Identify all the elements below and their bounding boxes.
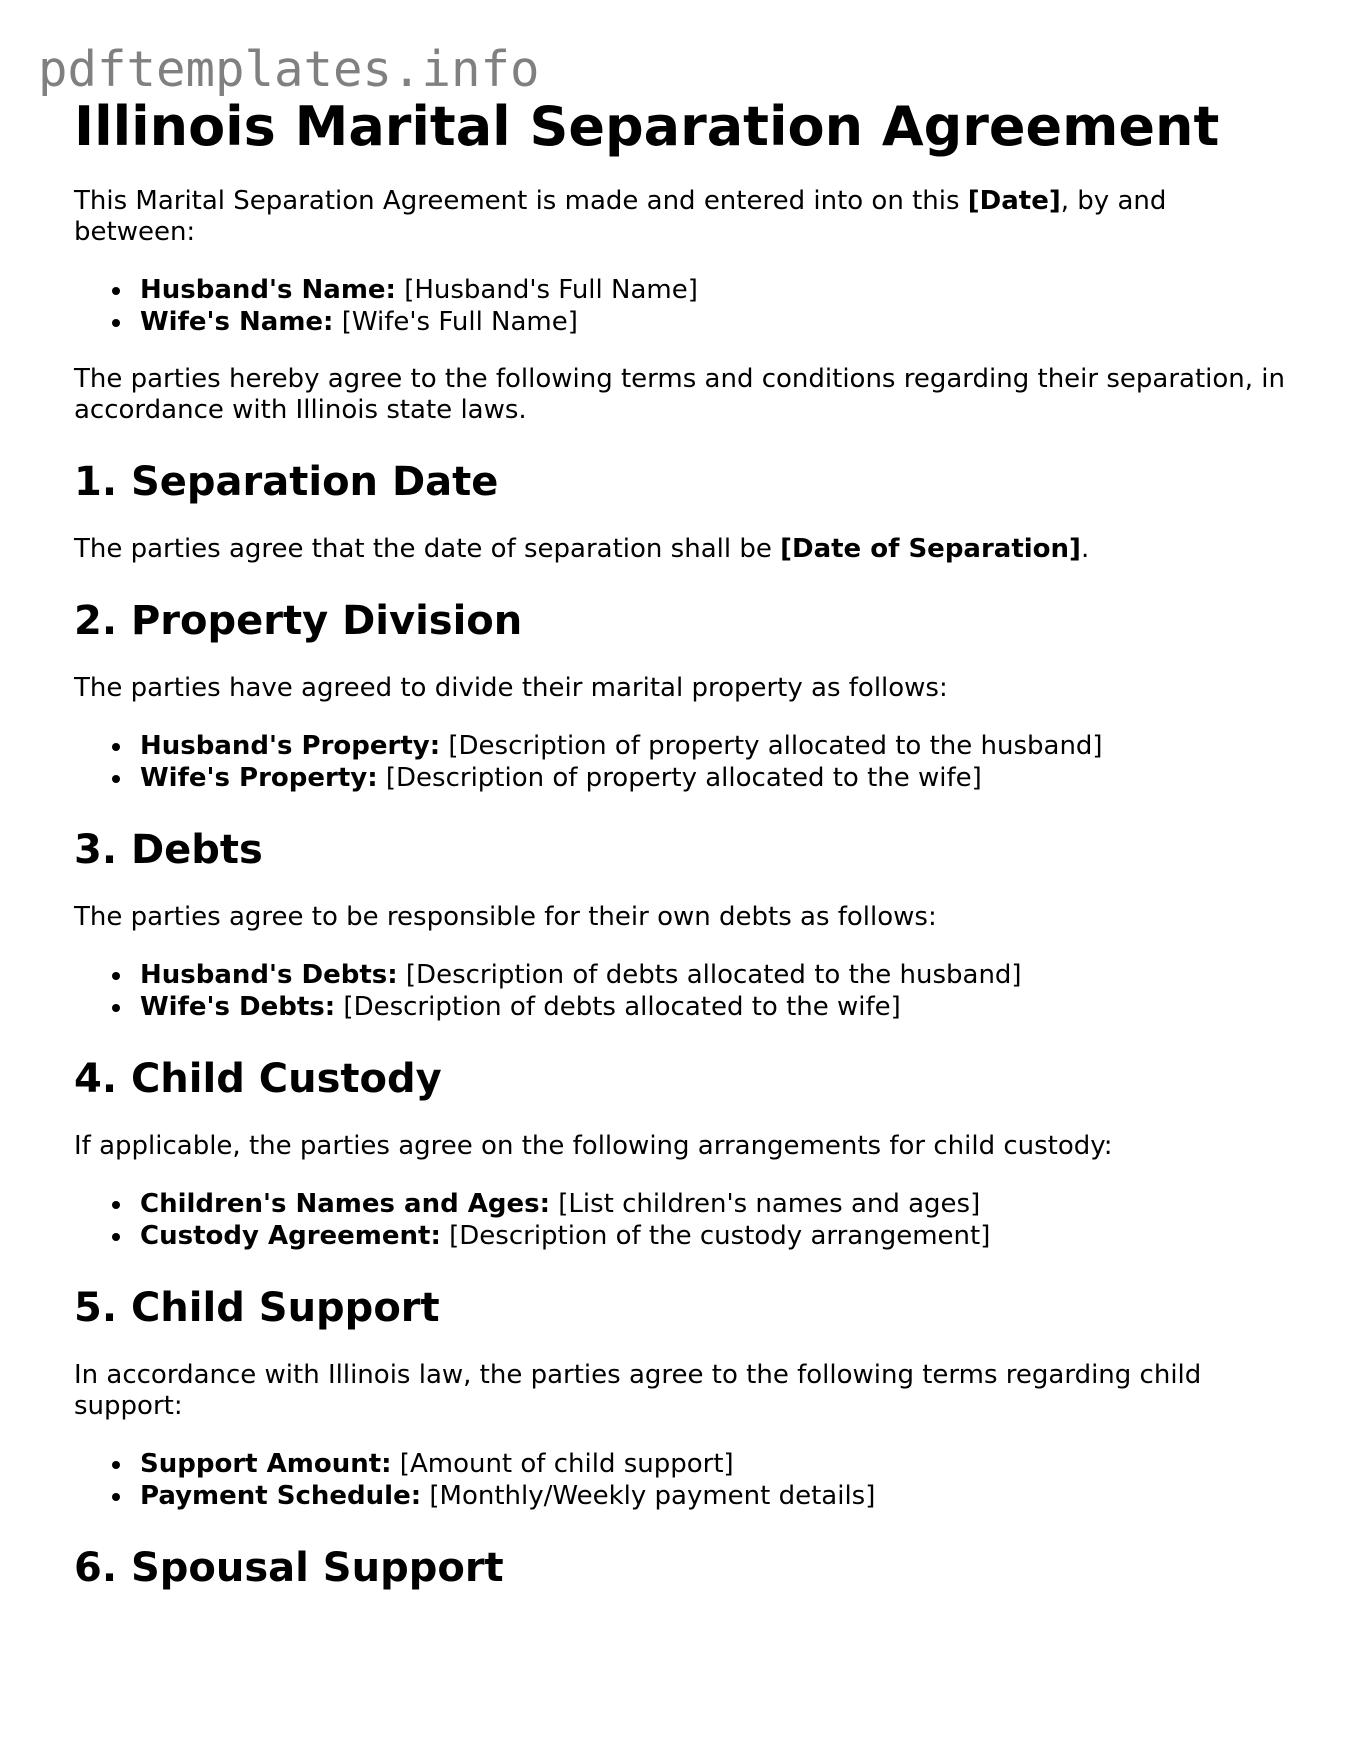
section-heading-separation-date: 1. Separation Date	[74, 459, 499, 505]
list-item: Husband's Debts: [Description of debts allocated to the husband]	[140, 959, 1294, 991]
list-item: Wife's Debts: [Description of debts allocated to the wife]	[140, 991, 1294, 1023]
parties-list	[74, 274, 1294, 338]
child-support-paragraph: In accordance with Illinois law, the parties agree to the following terms regarding child support:	[74, 1360, 1202, 1421]
support-list	[74, 1448, 1294, 1512]
document-title: Illinois Marital Separation Agreement	[74, 95, 1220, 158]
document-page	[74, 90, 1294, 1620]
child-custody-paragraph: If applicable, the parties agree on the following arrangements for child custody:	[74, 1131, 1113, 1161]
custody-list	[74, 1188, 1294, 1252]
debts-list	[74, 959, 1294, 1023]
list-item: Custody Agreement: [Description of the custody arrangement]	[140, 1220, 1294, 1252]
property-list	[74, 730, 1294, 794]
watermark: pdftemplates.info	[38, 41, 540, 98]
intro-paragraph: This Marital Separation Agreement is made and entered into on this [Date], by and between:	[74, 186, 1167, 247]
agreement-paragraph: The parties hereby agree to the following terms and conditions regarding their separation, in accordance with Illinois state laws.	[74, 364, 1285, 425]
separation-date-paragraph: The parties agree that the date of separation shall be [Date of Separation].	[74, 534, 1090, 564]
section-heading-child-support: 5. Child Support	[74, 1285, 440, 1331]
list-item: Support Amount: [Amount of child support]	[140, 1448, 1294, 1480]
agreement-date: [Date]	[967, 186, 1061, 216]
debts-paragraph: The parties agree to be responsible for their own debts as follows:	[74, 902, 937, 932]
list-item: Payment Schedule: [Monthly/Weekly payment details]	[140, 1480, 1294, 1512]
section-heading-property-division: 2. Property Division	[74, 598, 523, 644]
section-heading-spousal-support: 6. Spousal Support	[74, 1545, 504, 1591]
section-heading-debts: 3. Debts	[74, 827, 263, 873]
list-item: Wife's Property: [Description of property allocated to the wife]	[140, 762, 1294, 794]
list-item: Husband's Name: [Husband's Full Name]	[140, 274, 1294, 306]
section-heading-child-custody: 4. Child Custody	[74, 1056, 442, 1102]
property-division-paragraph: The parties have agreed to divide their marital property as follows:	[74, 673, 948, 703]
list-item: Children's Names and Ages: [List children's names and ages]	[140, 1188, 1294, 1220]
list-item: Husband's Property: [Description of property allocated to the husband]	[140, 730, 1294, 762]
list-item: Wife's Name: [Wife's Full Name]	[140, 306, 1294, 338]
